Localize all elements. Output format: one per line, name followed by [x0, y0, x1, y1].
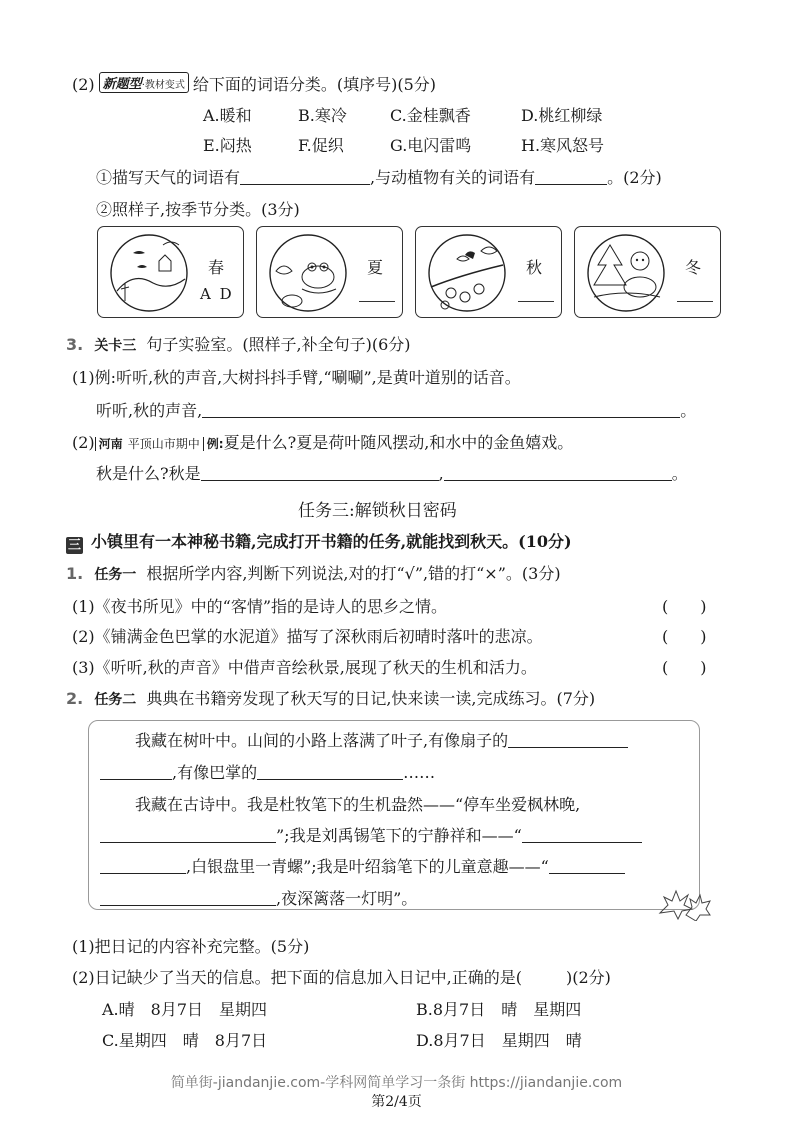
q3-number: 3. [66, 335, 84, 354]
diary-blank-2[interactable] [100, 763, 172, 780]
q2-instruction: 给下面的词语分类。(填序号)(5分) [192, 75, 437, 94]
q2-header [72, 72, 436, 95]
t2-header: 2. 任务二 典典在书籍旁发现了秋天写的日记,快来读一读,完成练习。(7分) [66, 689, 596, 708]
sub2-option-a: A.晴 8月7日 星期四 [102, 1000, 268, 1019]
t2-label: 任务二 [94, 692, 137, 708]
sentence2-blank-a[interactable] [201, 464, 439, 481]
q3-header [66, 332, 411, 355]
spring-birds-icon [103, 231, 199, 315]
option-c: C.金桂飘香 [390, 106, 471, 125]
t1-item-1: (1)《夜书所见》中的“客情”指的是诗人的思乡之情。 [72, 597, 448, 616]
season-name: 秋 [526, 258, 543, 277]
season-name: 夏 [367, 258, 384, 277]
t1-item-2: (2)《铺满金色巴掌的水泥道》描写了深秋雨后初晴时落叶的悲凉。 [72, 627, 543, 646]
q3-s1-example: (1)例:听听,秋的声音,大树抖抖手臂,“唰唰”,是黄叶道别的话音。 [72, 368, 521, 387]
option-b: B.寒冷 [298, 106, 347, 125]
q2-sub1: ①描写天气的词语有 ,与动植物有关的词语有 。(2分) [96, 168, 662, 187]
source-label: 平顶山市期中 [127, 437, 200, 451]
season-card-winter [574, 226, 721, 318]
sub2-option-d: D.8月7日 星期四 晴 [416, 1031, 582, 1050]
diary-line-3: 我藏在古诗中。我是杜牧笔下的生机盎然——“停车坐爱枫林晚, [135, 795, 581, 814]
section-number-icon: 三 [67, 538, 81, 553]
section3-title: 小镇里有一本神秘书籍,完成打开书籍的任务,就能找到秋天。(10分) [91, 532, 572, 551]
sub-question-1: (1)把日记的内容补充完整。(5分) [72, 937, 310, 956]
q3-title: 句子实验室。(照样子,补全句子)(6分) [146, 335, 411, 354]
maple-leaf-icon [656, 885, 712, 921]
t1-instruction: 根据所学内容,判断下列说法,对的打“√”,错的打“×”。(3分) [146, 564, 561, 583]
section3-header [66, 529, 572, 554]
diary-blank-1[interactable] [508, 731, 628, 748]
season-answer: A D [200, 285, 234, 303]
season-name: 冬 [685, 258, 702, 277]
t1-label: 任务一 [94, 567, 137, 583]
t1-item-3: (3)《听听,秋的声音》中借声音绘秋景,展现了秋天的生机和活力。 [72, 658, 537, 677]
region-label: 河南 [95, 437, 123, 451]
q3-s1-fill: 听听,秋的声音, 。 [96, 401, 697, 420]
season-name: 春 [208, 258, 225, 277]
sub2-option-c: C.星期四 晴 8月7日 [102, 1031, 268, 1050]
sentence1-blank[interactable] [202, 401, 680, 418]
autumn-branch-icon [421, 231, 517, 315]
t1-header: 1. 任务一 根据所学内容,判断下列说法,对的打“√”,错的打“×”。(3分) [66, 564, 561, 583]
winter-snowman-icon [580, 231, 676, 315]
option-g: G.电闪雷鸣 [390, 136, 472, 155]
task3-title: 任务三:解锁秋日密码 [298, 501, 457, 521]
diary-blank-6[interactable] [100, 857, 186, 874]
diary-blank-4[interactable] [100, 826, 276, 843]
flora-fauna-words-blank[interactable] [535, 168, 607, 185]
diary-line-2: ,有像巴掌的 …… [100, 760, 435, 783]
diary-line-6: ,夜深篱落一灯明”。 [100, 886, 417, 909]
option-h: H.寒风怒号 [521, 136, 605, 155]
season-card-summer [256, 226, 403, 318]
sentence2-blank-b[interactable] [444, 464, 672, 481]
option-a: A.暖和 [203, 106, 252, 125]
option-d: D.桃红柳绿 [521, 106, 603, 125]
season-card-spring [97, 226, 244, 318]
option-e: E.闷热 [203, 136, 252, 155]
summer-frog-icon [262, 231, 358, 315]
q2-number: (2) [72, 75, 95, 94]
q2-sub2: ②照样子,按季节分类。(3分) [96, 200, 300, 219]
diary-blank-7[interactable] [549, 857, 625, 874]
q3-s2-fill: 秋是什么?秋是 , 。 [96, 464, 688, 483]
t1-answer-paren-3[interactable]: ( ) [662, 658, 707, 677]
diary-line-4: ”;我是刘禹锡笔下的宁静祥和——“ [100, 823, 642, 846]
sub2-option-b: B.8月7日 晴 星期四 [416, 1000, 582, 1019]
summer-answer-blank[interactable] [359, 301, 395, 302]
diary-blank-5[interactable] [522, 826, 642, 843]
winter-answer-blank[interactable] [677, 301, 713, 302]
watermark: 简单街-jiandanjie.com-学科网简单学习一条街 https://jiandanjie.com [170, 1075, 623, 1091]
sub-question-2: (2)日记缺少了当天的信息。把下面的信息加入日记中,正确的是( )(2分) [72, 968, 611, 987]
diary-line-5: ,白银盘里一青螺”;我是叶绍翁笔下的儿童意趣——“ [100, 854, 625, 877]
t1-answer-paren-2[interactable]: ( ) [662, 627, 707, 646]
autumn-answer-blank[interactable] [518, 301, 554, 302]
q3-level-label: 关卡三 [94, 338, 137, 354]
diary-line-1: 我藏在树叶中。山间的小路上落满了叶子,有像扇子的 [135, 728, 628, 751]
option-f: F.促织 [298, 136, 344, 155]
t1-answer-paren-1[interactable]: ( ) [662, 597, 707, 616]
q3-s2-example: (2) 河南 平顶山市期中 例:夏是什么?夏是荷叶随风摆动,和水中的金鱼嬉戏。 [72, 433, 574, 452]
page-number: 第2/4页 [371, 1094, 422, 1110]
weather-words-blank[interactable] [240, 168, 370, 185]
diary-blank-3[interactable] [257, 763, 403, 780]
new-question-badge: 新题型·教材变式 [99, 72, 189, 93]
t2-instruction: 典典在书籍旁发现了秋天写的日记,快来读一读,完成练习。(7分) [146, 689, 596, 708]
diary-blank-8[interactable] [100, 889, 276, 906]
season-card-autumn [415, 226, 562, 318]
